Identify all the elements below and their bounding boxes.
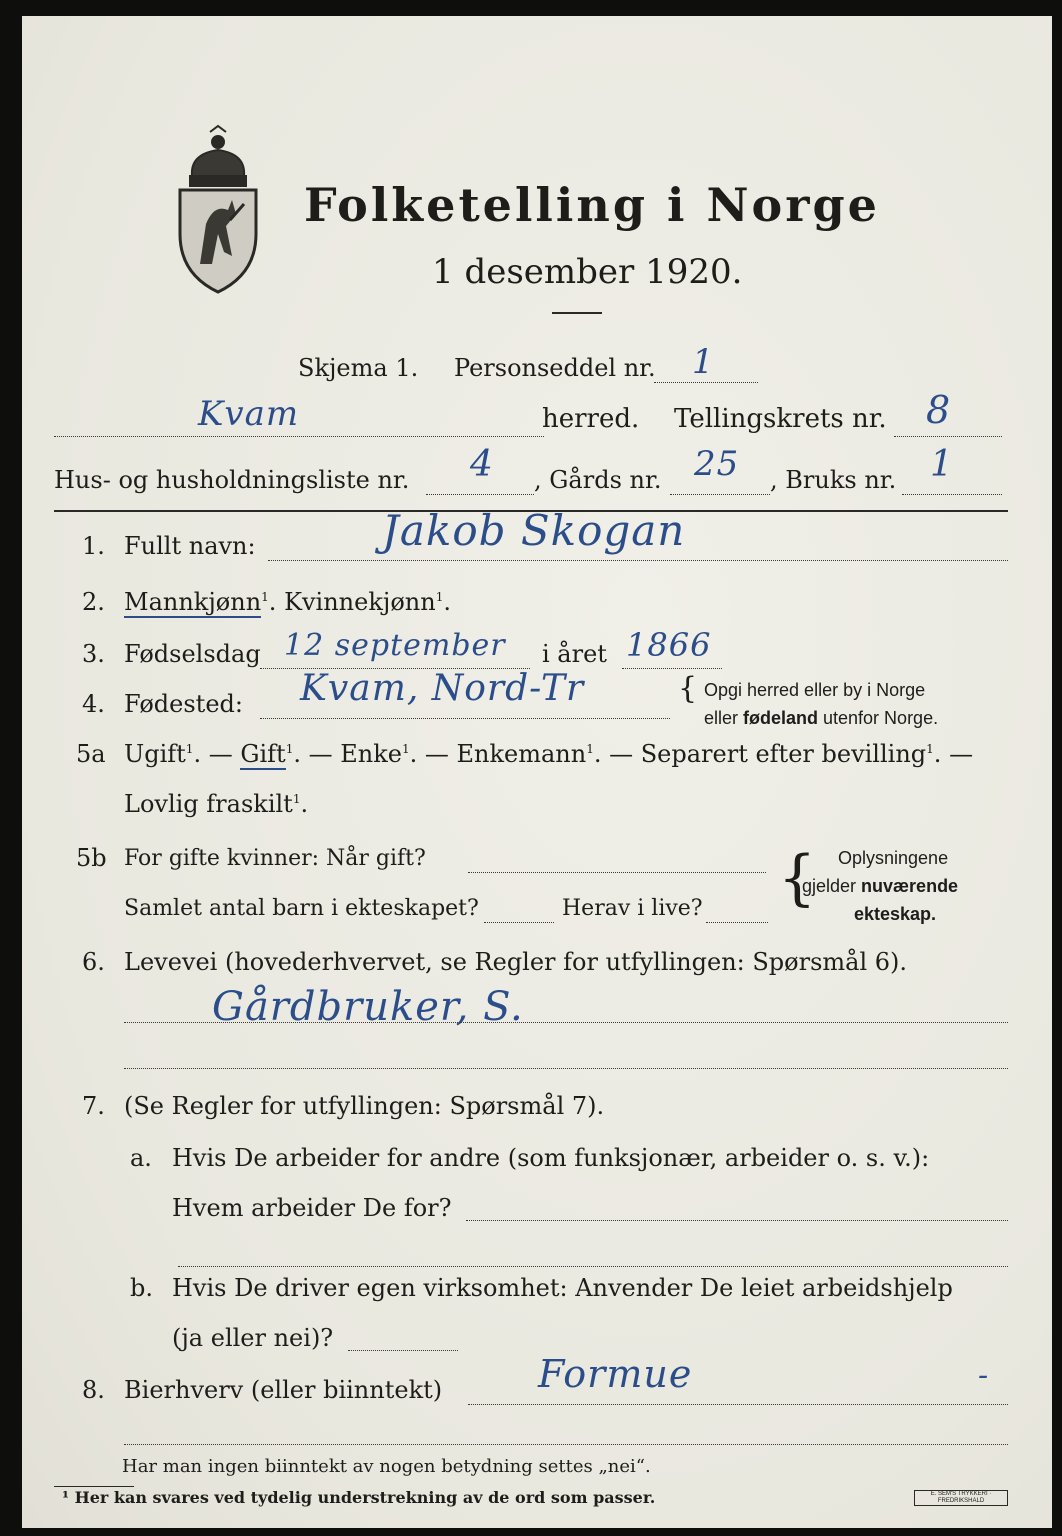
gift-option[interactable]: Gift — [240, 740, 286, 768]
skjema-label: Skjema 1. — [298, 354, 419, 382]
employer-field[interactable] — [466, 1220, 1008, 1221]
male-option[interactable]: Mannkjønn — [124, 588, 262, 616]
personseddel-value: 1 — [692, 342, 715, 382]
tellingskrets-label: Tellingskrets nr. — [674, 404, 887, 434]
q6-number: 6. — [82, 948, 105, 976]
form-title: Folketelling i Norge — [304, 178, 880, 232]
birthday-value: 12 september — [284, 628, 506, 663]
occupation-field[interactable] — [124, 1022, 1008, 1023]
q4-brace: { — [678, 671, 698, 706]
q3-year-label: i året — [542, 640, 607, 668]
enkemann-option[interactable]: Enkemann — [456, 740, 587, 768]
q5a-options: Ugift$^1$. — Gift$^1$. — Enke$^1$. — Enkemann$^1$. — Separert efter bevilling$^1$. — — [124, 740, 974, 768]
full-name-value: Jakob Skogan — [382, 506, 686, 555]
ugift-option[interactable]: Ugift — [124, 740, 186, 768]
full-name-field[interactable] — [268, 560, 1008, 561]
bruks-label: , Bruks nr. — [770, 466, 897, 494]
employer-field-2[interactable] — [178, 1266, 1008, 1267]
gards-label: , Gårds nr. — [534, 466, 662, 494]
gards-value: 25 — [694, 444, 740, 484]
living-children-field[interactable] — [706, 922, 768, 923]
children-count-field[interactable] — [484, 922, 554, 923]
hus-field[interactable] — [426, 494, 534, 495]
personseddel-label: Personseddel nr. — [454, 354, 656, 382]
q7b-label: Hvis De driver egen virksomhet: Anvender De leiet arbeidshjelp — [172, 1274, 953, 1302]
herred-value: Kvam — [198, 394, 300, 434]
q7b-hired-help-label: (ja eller nei)? — [172, 1324, 334, 1352]
q5b-note-line2: gjelder nuværende — [802, 876, 959, 896]
q8-number: 8. — [82, 1376, 105, 1404]
q6-label: Levevei (hovederhvervet, se Regler for utfyllingen: Spørsmål 6). — [124, 948, 908, 976]
q7-number: 7. — [82, 1092, 105, 1120]
bruks-field[interactable] — [902, 494, 1002, 495]
q5b-number: 5b — [76, 844, 107, 872]
q4-note-line1: Opgi herred eller by i Norge — [704, 680, 926, 700]
occupation-value: Gårdbruker, S. — [212, 984, 524, 1030]
herred-field[interactable] — [54, 436, 544, 437]
q5a-number: 5a — [76, 740, 106, 768]
no-income-note: Har man ingen biinntekt av nogen betydning settes „nei“. — [122, 1456, 651, 1477]
side-income-dash: - — [978, 1358, 990, 1393]
herred-label: herred. — [542, 404, 640, 434]
q5b-note-line1: Oplysningene — [838, 848, 949, 868]
birthplace-value: Kvam, Nord-Tr — [300, 668, 585, 709]
tellingskrets-value: 8 — [926, 388, 952, 432]
bruks-value: 1 — [930, 444, 954, 485]
hired-help-field[interactable] — [348, 1350, 458, 1351]
q1-number: 1. — [82, 532, 105, 560]
q4-label: Fødested: — [124, 690, 243, 718]
side-income-value: Formue — [538, 1352, 693, 1396]
birth-year-field[interactable] — [622, 668, 722, 669]
birthplace-field[interactable] — [260, 718, 670, 719]
married-when-field[interactable] — [468, 872, 766, 873]
q7a-label: Hvis De arbeider for andre (som funksjonær, arbeider o. s. v.): — [172, 1144, 930, 1172]
living-children-label: Herav i live? — [562, 896, 703, 921]
q7-label: (Se Regler for utfyllingen: Spørsmål 7). — [124, 1092, 605, 1120]
title-divider — [552, 312, 602, 314]
q4-note-line2: eller fødeland utenfor Norge. — [704, 708, 939, 728]
footnote: ¹ Her kan svares ved tydelig understrekning av de ord som passer. — [62, 1488, 656, 1507]
q5b-brace: { — [778, 843, 817, 913]
q3-label: Fødselsdag — [124, 640, 261, 668]
tellingskrets-field[interactable] — [894, 436, 1002, 437]
lovlig-fraskilt-option[interactable]: Lovlig fraskilt$^1$. — [124, 790, 309, 818]
q7b-letter: b. — [130, 1274, 153, 1302]
side-income-field[interactable] — [468, 1404, 1008, 1405]
q5b-label: For gifte kvinner: Når gift? — [124, 846, 426, 871]
gards-field[interactable] — [670, 494, 770, 495]
q4-number: 4. — [82, 690, 105, 718]
separert-option[interactable]: Separert efter bevilling — [640, 740, 927, 768]
side-income-field-2[interactable] — [124, 1444, 1008, 1445]
q8-label: Bierhverv (eller biinntekt) — [124, 1376, 443, 1404]
occupation-field-2[interactable] — [124, 1068, 1008, 1069]
q1-label: Fullt navn: — [124, 532, 256, 560]
hus-value: 4 — [470, 444, 494, 485]
q2-number: 2. — [82, 588, 105, 616]
census-form-page — [22, 16, 1052, 1528]
children-count-label: Samlet antal barn i ekteskapet? — [124, 896, 479, 921]
q7a-letter: a. — [130, 1144, 152, 1172]
enke-option[interactable]: Enke — [340, 740, 402, 768]
birth-year-value: 1866 — [626, 626, 712, 664]
hus-label: Hus- og husholdningsliste nr. — [54, 466, 410, 494]
footnote-rule — [54, 1486, 134, 1487]
coat-of-arms-icon — [170, 124, 266, 294]
female-option[interactable]: Kvinnekjønn — [284, 588, 436, 616]
q7a-employer-label: Hvem arbeider De for? — [172, 1194, 452, 1222]
q5b-note-line3: ekteskap. — [854, 904, 937, 924]
census-date: 1 desember 1920. — [432, 252, 743, 292]
printer-stamp: E. SEM'S TRYKKERI · FREDRIKSHALD — [914, 1490, 1008, 1506]
q3-number: 3. — [82, 640, 105, 668]
q2-sex-options: Mannkjønn$^1$. Kvinnekjønn$^1$. — [124, 588, 451, 616]
personseddel-field[interactable] — [654, 382, 758, 383]
